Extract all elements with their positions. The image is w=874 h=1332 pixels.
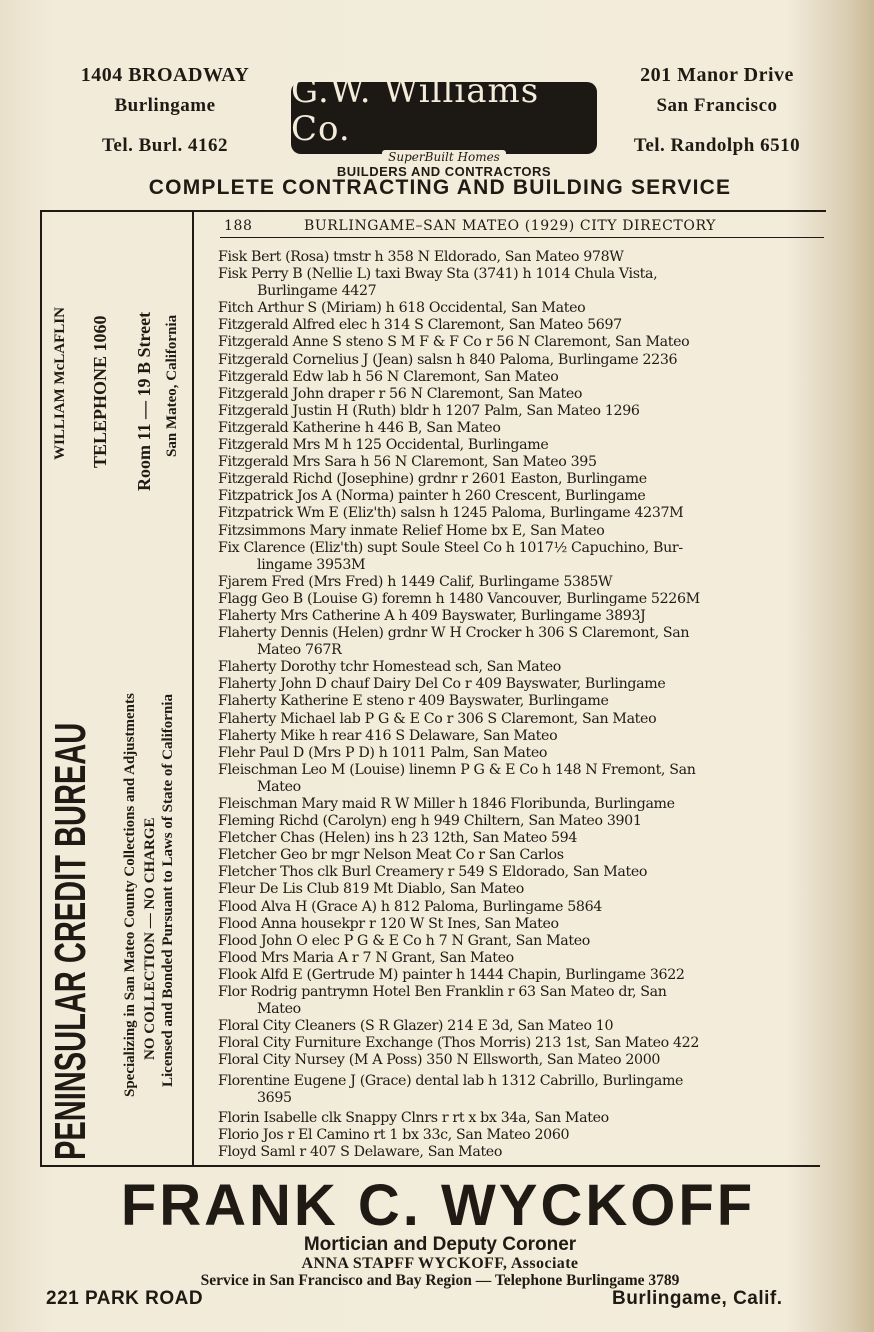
running-head <box>224 218 808 234</box>
header-right-street: 201 Manor Drive <box>640 64 794 86</box>
entry-line: Floyd Saml r 407 S Delaware, San Mateo <box>218 1143 503 1160</box>
running-head-rule <box>220 237 824 238</box>
footer-associate: ANNA STAPFF WYCKOFF, Associate <box>301 1255 579 1272</box>
entry-line: Fitzgerald Mrs M h 125 Occidental, Burlingame <box>218 437 549 454</box>
entry-line: Flaherty John D chauf Dairy Del Co r 409 Bayswater, Burlingame <box>218 676 666 693</box>
entry-line: Fjarem Fred (Mrs Fred) h 1449 Calif, Burlingame 5385W <box>218 573 613 590</box>
entry-line: Fitch Arthur S (Miriam) h 618 Occidental, San Mateo <box>218 300 586 317</box>
header-subtitle: BUILDERS AND CONTRACTORS <box>336 164 552 179</box>
entry-line: Fleischman Leo M (Louise) linemn P G & E Co h 148 N Fremont, San <box>218 761 696 778</box>
entry-line: Flaherty Dennis (Helen) grdnr W H Crocker h 306 S Claremont, San <box>218 625 690 642</box>
entry-continuation: Mateo <box>257 778 301 795</box>
entry-line: Flook Alfd E (Gertrude M) painter h 1444 Chapin, Burlingame 3622 <box>218 966 685 983</box>
entry-line: Florio Jos r El Camino rt 1 bx 33c, San Mateo 2060 <box>218 1126 570 1143</box>
footer-service: Service in San Francisco and Bay Region — Telephone Burlingame 3789 <box>200 1272 680 1289</box>
header-left-city: Burlingame <box>114 95 216 116</box>
entry-line: Flood Anna housekpr r 120 W St Ines, San Mateo <box>218 915 559 932</box>
entry-line: Fitzpatrick Wm E (Eliz'th) salsn h 1245 Paloma, Burlingame 4237M <box>218 505 684 522</box>
entry-line: Flaherty Michael lab P G & E Co r 306 S Claremont, San Mateo <box>218 710 657 727</box>
entry-line: Fitzsimmons Mary inmate Relief Home bx E, San Mateo <box>218 522 605 539</box>
entry-line: Fleming Richd (Carolyn) eng h 949 Chiltern, San Mateo 3901 <box>218 813 642 830</box>
bureau-licensed: Licensed and Bonded Pursuant to Laws of State of California <box>160 694 176 1087</box>
entry-line: Flagg Geo B (Louise G) foremn h 1480 Vancouver, Burlingame 5226M <box>218 590 700 607</box>
bureau-telephone: TELEPHONE 1060 <box>90 315 110 468</box>
entry-line: Fix Clarence (Eliz'th) supt Soule Steel Co h 1017½ Capuchino, Bur- <box>218 539 683 556</box>
entry-line: Flaherty Dorothy tchr Homestead sch, San Mateo <box>218 659 561 676</box>
entry-line: Flood Mrs Maria A r 7 N Grant, San Mateo <box>218 949 514 966</box>
logo-name: G.W. Williams Co. <box>291 71 540 149</box>
entry-line: Floral City Furniture Exchange (Thos Morris) 213 1st, San Mateo 422 <box>218 1035 699 1052</box>
bureau-title: PENINSULAR CREDIT BUREAU <box>46 722 95 1160</box>
entry-line: Florin Isabelle clk Snappy Clnrs r rt x bx 34a, San Mateo <box>218 1109 609 1126</box>
entry-line: Fitzgerald Alfred elec h 314 S Claremont, San Mateo 5697 <box>218 317 622 334</box>
footer-address: 221 PARK ROAD <box>46 1288 204 1309</box>
entry-line: Flaherty Katherine E steno r 409 Bayswater, Burlingame <box>218 693 609 710</box>
bottom-rule <box>40 1165 820 1167</box>
entry-line: Fitzgerald Justin H (Ruth) bldr h 1207 Palm, San Mateo 1296 <box>218 402 640 419</box>
entry-line: Flehr Paul D (Mrs P D) h 1011 Palm, San Mateo <box>218 744 548 761</box>
entry-line: Floral City Cleaners (S R Glazer) 214 E 3d, San Mateo 10 <box>218 1018 614 1035</box>
bureau-room: Room 11 — 19 B Street <box>134 311 154 491</box>
header-tagline: COMPLETE CONTRACTING AND BUILDING SERVICE <box>148 176 732 199</box>
bureau-no-charge: NO COLLECTION — NO CHARGE <box>142 817 158 1060</box>
entry-line: Fisk Bert (Rosa) tmstr h 358 N Eldorado, San Mateo 978W <box>218 249 624 265</box>
entry-continuation: lingame 3953M <box>257 556 366 573</box>
entry-continuation: Mateo <box>257 1001 301 1018</box>
header-right-tel: Tel. Randolph 6510 <box>633 135 801 156</box>
page-number: 188 <box>224 218 253 234</box>
entry-line: Flood John O elec P G & E Co h 7 N Grant, San Mateo <box>218 932 590 949</box>
entry-line: Fletcher Thos clk Burl Creamery r 549 S Eldorado, San Mateo <box>218 864 648 881</box>
footer-mortician-name: FRANK C. WYCKOFF <box>120 1173 756 1238</box>
entry-line: Flaherty Mike h rear 416 S Delaware, San Mateo <box>218 727 558 744</box>
entry-continuation: Mateo 767R <box>257 642 342 659</box>
entry-line: Flor Rodrig pantrymn Hotel Ben Franklin r 63 San Mateo dr, San <box>218 984 667 1001</box>
entry-continuation: 3695 <box>257 1089 292 1106</box>
running-head-title: BURLINGAME–SAN MATEO (1929) CITY DIRECTORY <box>304 218 716 234</box>
entry-line: Fletcher Chas (Helen) ins h 23 12th, San Mateo 594 <box>218 830 578 847</box>
bureau-specializing: Specializing in San Mateo County Collections and Adjustments <box>122 693 138 1097</box>
header-left-address <box>60 64 270 157</box>
entry-line: Fitzgerald Mrs Sara h 56 N Claremont, San Mateo 395 <box>218 454 597 471</box>
entry-line: Fleischman Mary maid R W Miller h 1846 Floribunda, Burlingame <box>218 796 675 812</box>
entry-line: Fitzpatrick Jos A (Norma) painter h 260 Crescent, Burlingame <box>218 488 646 505</box>
entry-line: Floral City Nursey (M A Poss) 350 N Ellsworth, San Mateo 2000 <box>218 1052 661 1069</box>
header-left-tel: Tel. Burl. 4162 <box>101 135 229 156</box>
entry-line: Fitzgerald Richd (Josephine) grdnr r 2601 Easton, Burlingame <box>218 471 647 488</box>
footer-title: Mortician and Deputy Coroner <box>303 1234 577 1255</box>
entry-line: Fitzgerald Cornelius J (Jean) salsn h 840 Paloma, Burlingame 2236 <box>218 351 678 368</box>
entry-line: Fisk Perry B (Nellie L) taxi Bway Sta (3741) h 1014 Chula Vista, <box>218 266 658 283</box>
bureau-city: San Mateo, California <box>164 314 180 457</box>
bureau-manager: WILLIAM McLAFLIN <box>52 307 68 460</box>
entry-line: Flaherty Mrs Catherine A h 409 Bayswater, Burlingame 3893J <box>218 607 646 624</box>
directory-entries <box>218 249 828 1161</box>
entry-line: Fitzgerald John draper r 56 N Claremont, San Mateo <box>218 385 583 402</box>
header-right-address <box>612 64 822 157</box>
credit-bureau-ad <box>40 215 192 1165</box>
williams-logo <box>291 71 597 164</box>
entry-line: Fletcher Geo br mgr Nelson Meat Co r San Carlos <box>218 847 564 864</box>
entry-continuation: Burlingame 4427 <box>257 283 377 300</box>
header-left-street: 1404 BROADWAY <box>80 64 250 86</box>
entry-line: Fleur De Lis Club 819 Mt Diablo, San Mateo <box>218 881 524 898</box>
top-rule <box>40 210 826 212</box>
sidebar-right-rule <box>192 210 194 1165</box>
logo-tagline: SuperBuilt Homes <box>382 150 506 164</box>
header-right-city: San Francisco <box>656 95 778 116</box>
entry-line: Flood Alva H (Grace A) h 812 Paloma, Burlingame 5864 <box>218 898 602 915</box>
entry-line: Fitzgerald Edw lab h 56 N Claremont, San Mateo <box>218 368 559 385</box>
entry-line: Fitzgerald Katherine h 446 B, San Mateo <box>218 419 501 436</box>
entry-line: Florentine Eugene J (Grace) dental lab h 1312 Cabrillo, Burlingame <box>218 1072 684 1089</box>
entry-line: Fitzgerald Anne S steno S M F & F Co r 56 N Claremont, San Mateo <box>218 334 690 351</box>
footer-city: Burlingame, Calif. <box>612 1288 783 1309</box>
